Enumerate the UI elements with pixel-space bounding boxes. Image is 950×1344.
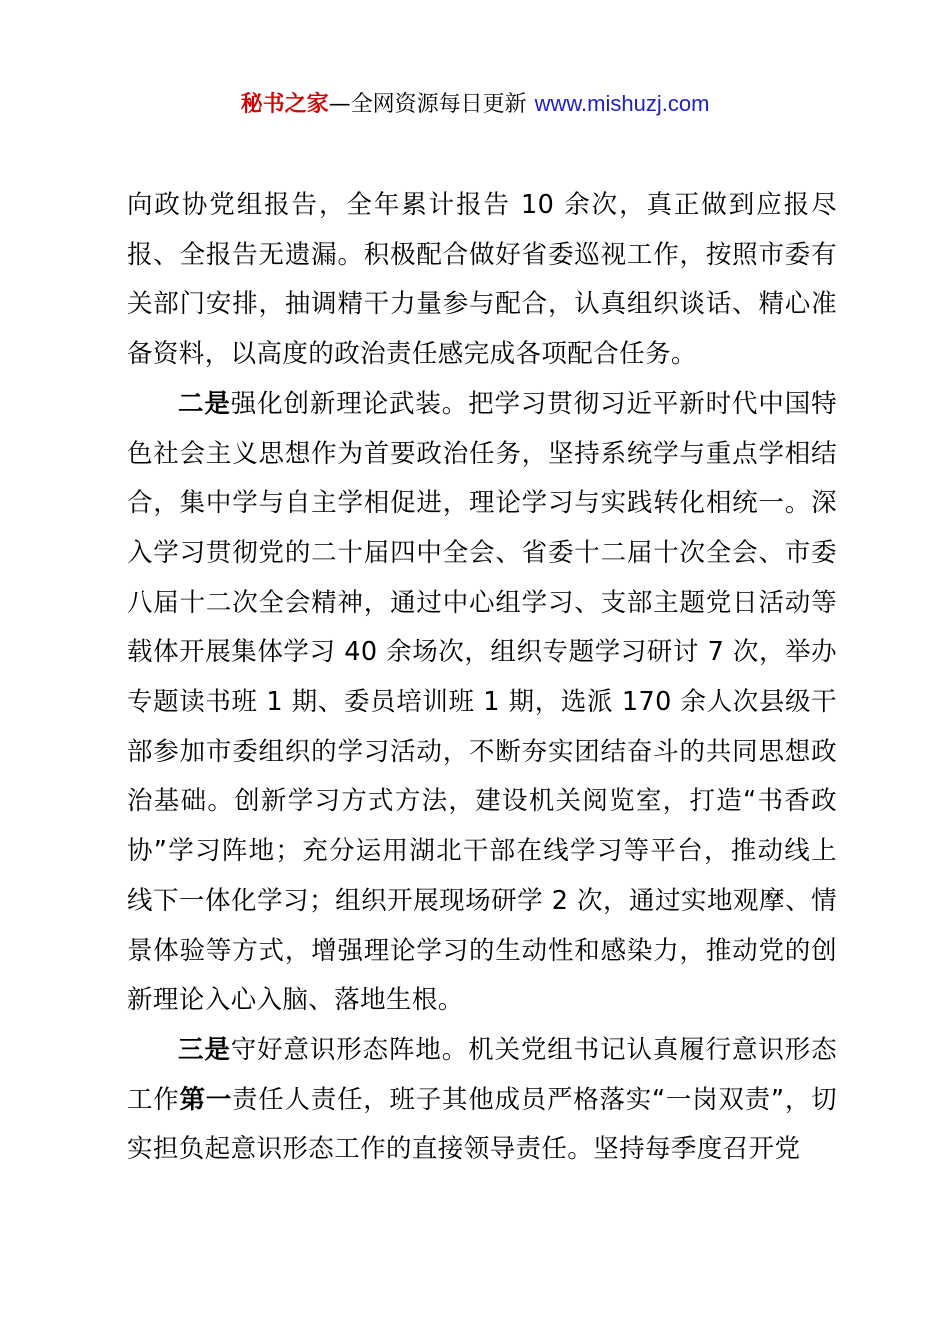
paragraph-1 [127, 181, 837, 380]
site-header [0, 88, 950, 121]
header-slogan: —全网资源每日更新 [328, 92, 527, 117]
paragraph-2 [127, 380, 837, 1026]
brand-name: 秘书之家 [240, 92, 329, 117]
paragraph-3 [127, 1026, 837, 1175]
paragraph-1-text: 向政协党组报告，全年累计报告 10 余次，真正做到应报尽报、全报告无遗漏。积极配合做好省委巡视工作，按照市委有关部门安排，抽调精干力量参与配合，认真组织谈话、精心准备资料，以高度的政治责任感完成各项配合任务。 [127, 190, 837, 370]
paragraph-3-bold: 第一 [179, 1084, 232, 1115]
paragraph-2-text: 强化创新理论武装。把学习贯彻习近平新时代中国特色社会主义思想作为首要政治任务，坚持系统学与重点学相结合，集中学与自主学相促进，理论学习与实践转化相统一。深入学习贯彻党的二十届四中全会、省委十二届十次全会、市委八届十二次全会精神，通过中心组学习、支部主题党日活动等载体开展集体学习 40 余场次，组织专题学习研讨 7 次，举办专题读书班 1 期、委员培训班 1 期，选派 170 余人次县级干部参加市委组织的学习活动，不断夯实团结奋斗的共同思想政治基础。创新学习方式方法，建设机关阅览室，打造“书香政协”学习阵地；充分运用湖北干部在线学习等平台，推动线上线下一体化学习；组织开展现场研学 2 次，通过实地观摩、情景体验等方式，增强理论学习的生动性和感染力，推动党的创新理论入心入脑、落地生根。 [127, 388, 837, 1016]
site-url-link[interactable]: www.mishuzj.com [534, 91, 710, 116]
document-body [127, 181, 837, 1175]
paragraph-3-text-a: 守好意识形态阵地。机关党组书记认真履行意识形态工作 [127, 1034, 837, 1115]
paragraph-3-lead: 三是 [178, 1034, 231, 1065]
paragraph-3-text-b: 责任人责任，班子其他成员严格落实“一岗双责”，切实担负起意识形态工作的直接领导责任。坚持每季度召开党 [127, 1084, 837, 1165]
paragraph-2-lead: 二是 [178, 388, 231, 419]
